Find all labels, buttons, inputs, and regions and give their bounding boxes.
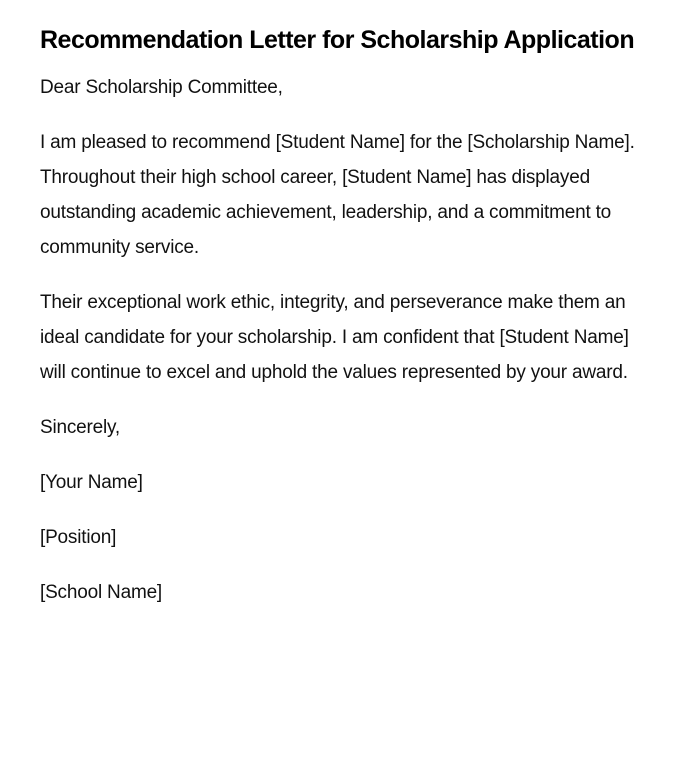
document-title: Recommendation Letter for Scholarship Application (40, 26, 635, 54)
signature-name: [Your Name] (40, 472, 143, 493)
letter-document (40, 18, 640, 630)
body-paragraph-1: I am pleased to recommend [Student Name] for the [Scholarship Name]. Throughout their high school career, [Student Name] has displayed outstanding academic achievement, leadership, and a commitment to community service. (40, 132, 635, 258)
salutation: Dear Scholarship Committee, (40, 77, 283, 98)
body-paragraph-2: Their exceptional work ethic, integrity, and perseverance make them an ideal candidate for your scholarship. I am confident that [Student Name] will continue to excel and uphold the values represented by your award. (40, 292, 629, 383)
closing: Sincerely, (40, 417, 121, 438)
signature-school: [School Name] (40, 582, 163, 603)
signature-position: [Position] (40, 527, 117, 548)
